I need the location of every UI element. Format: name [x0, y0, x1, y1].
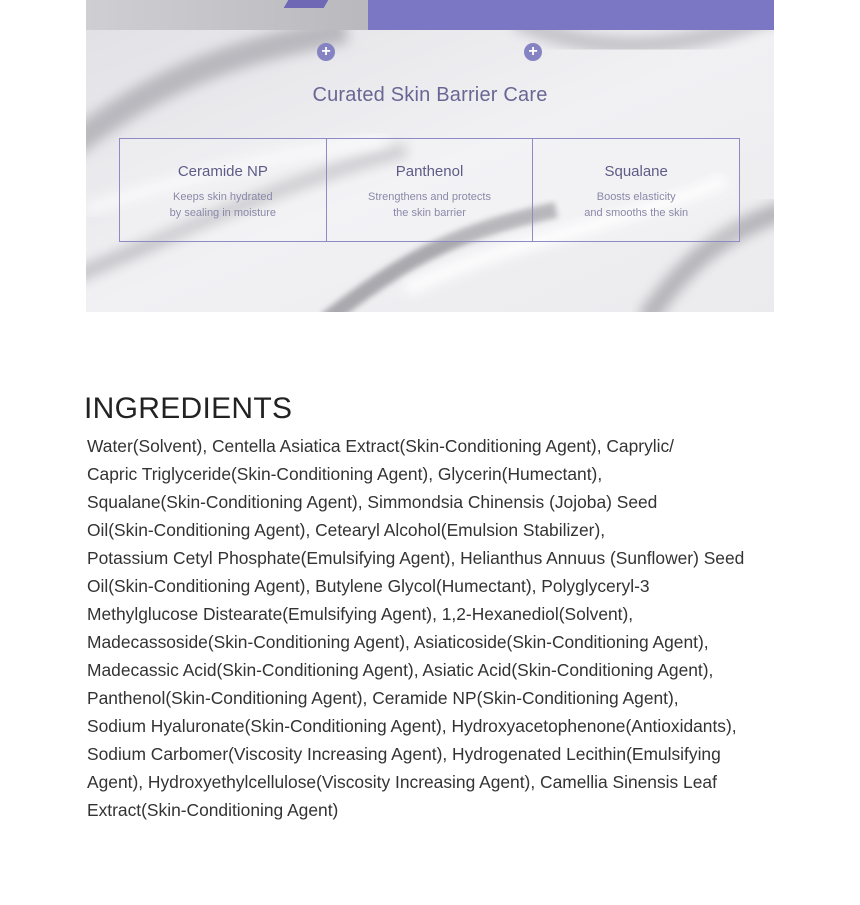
ingredients-line: Water(Solvent), Centella Asiatica Extract(Skin-Conditioning Agent), Caprylic/ [87, 436, 675, 456]
ingredients-line: Madecassoside(Skin-Conditioning Agent), Asiaticoside(Skin-Conditioning Agent), [87, 632, 709, 652]
ingredients-line: Methylglucose Distearate(Emulsifying Agent), 1,2-Hexanediol(Solvent), [87, 604, 634, 624]
ingredients-line: Agent), Hydroxyethylcellulose(Viscosity Increasing Agent), Camellia Sinensis Leaf [87, 772, 717, 792]
ingredients-line: Capric Triglyceride(Skin-Conditioning Agent), Glycerin(Humectant), [87, 464, 603, 484]
product-sliver [284, 0, 329, 8]
ingredients-line: Madecassic Acid(Skin-Conditioning Agent), Asiatic Acid(Skin-Conditioning Agent), [87, 660, 714, 680]
cell-ceramide [120, 139, 327, 241]
cell-title: Squalane [604, 163, 668, 180]
skin-barrier-banner [86, 0, 774, 312]
cell-title: Ceramide NP [177, 163, 268, 180]
purple-color-block [368, 0, 774, 30]
ingredients-line: Oil(Skin-Conditioning Agent), Butylene Glycol(Humectant), Polyglyceryl-3 [87, 576, 650, 596]
plus-icon: + [317, 43, 335, 61]
ingredients-line: Sodium Hyaluronate(Skin-Conditioning Agent), Hydroxyacetophenone(Antioxidants), [87, 716, 737, 736]
cell-title: Panthenol [395, 163, 464, 180]
ingredients-list [87, 432, 777, 824]
banner-top-image [86, 0, 774, 30]
plus-icon: + [524, 43, 542, 61]
cell-panthenol [327, 139, 534, 241]
ingredients-line: Panthenol(Skin-Conditioning Agent), Ceramide NP(Skin-Conditioning Agent), [87, 688, 679, 708]
ingredients-line: Potassium Cetyl Phosphate(Emulsifying Agent), Helianthus Annuus (Sunflower) Seed [87, 548, 745, 568]
ingredients-line: Sodium Carbomer(Viscosity Increasing Agent), Hydrogenated Lecithin(Emulsifying [87, 744, 721, 764]
cell-description: Boosts elasticity and smooths the skin [584, 191, 689, 219]
ingredients-heading: INGREDIENTS [84, 392, 293, 425]
ingredients-line: Extract(Skin-Conditioning Agent) [87, 800, 339, 820]
panel-title: Curated Skin Barrier Care [312, 84, 548, 106]
cell-description: Keeps skin hydrated by sealing in moisture [169, 191, 277, 219]
ingredient-highlight-grid [119, 138, 740, 242]
ingredients-line: Oil(Skin-Conditioning Agent), Cetearyl Alcohol(Emulsion Stabilizer), [87, 520, 606, 540]
cell-description: Strengthens and protects the skin barrier [368, 191, 491, 219]
cell-squalane [533, 139, 739, 241]
ingredients-line: Squalane(Skin-Conditioning Agent), Simmondsia Chinensis (Jojoba) Seed [87, 492, 658, 512]
